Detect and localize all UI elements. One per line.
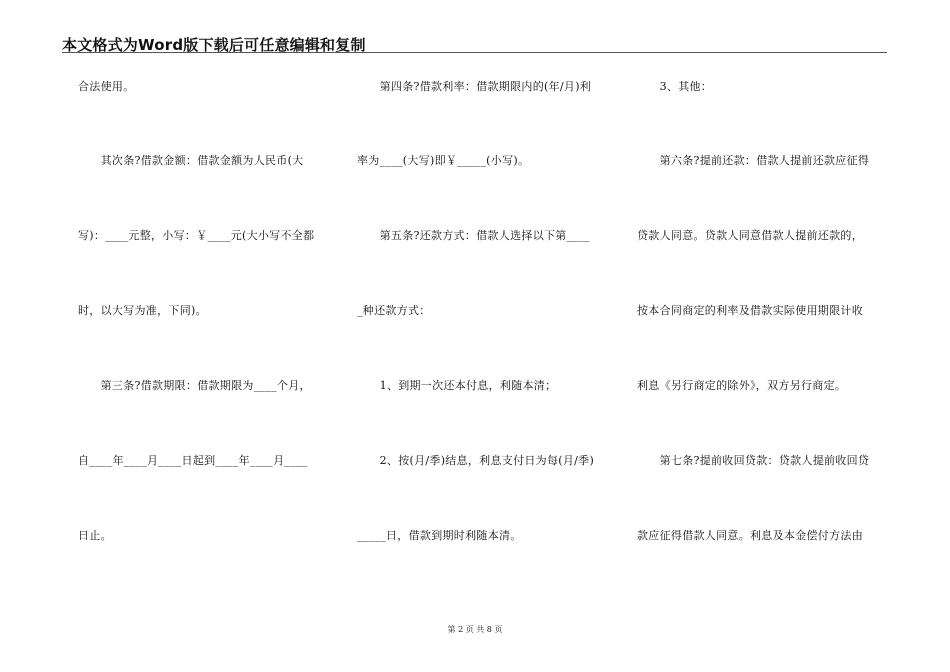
text-line: 贷款人同意。贷款人同意借款人提前还款的， [637, 229, 863, 242]
text-line: 日止。 [78, 529, 112, 542]
text-line: 第七条?提前收回贷款：贷款人提前收回贷 [637, 454, 870, 467]
text-line: 写)：____元整，小写：￥____元(大小写不全都 [78, 229, 315, 242]
text-line: 3、其他： [637, 80, 713, 93]
text-line: 利息《另行商定的除外》，双方另行商定。 [637, 379, 847, 392]
text-line: 第六条?提前还款：借款人提前还款应征得 [637, 154, 870, 167]
text-line: 第四条?借款利率：借款期限内的(年/月)利 [357, 80, 592, 93]
text-line: _____日，借款到期时利随本清。 [357, 529, 522, 542]
text-line: 按本合同商定的利率及借款实际使用期限计收 [637, 304, 863, 317]
text-line: 第五条?还款方式：借款人选择以下第____ [357, 229, 590, 242]
text-line: 时，以大写为准，下同)。 [78, 304, 207, 317]
text-line: 合法使用。 [78, 80, 135, 93]
page-number-footer: 第 2 页 共 8 页 [447, 625, 503, 634]
text-line: 自____年____月____日起到____年____月____ [78, 454, 308, 467]
header-rule [62, 52, 887, 53]
text-line: 第三条?借款期限：借款期限为____个月， [78, 379, 311, 392]
document-header-title: 本文格式为Word版下载后可任意编辑和复制 [62, 36, 366, 54]
text-line: 率为____(大写)即￥_____(小写)。 [357, 154, 530, 167]
text-line: _种还款方式： [357, 304, 431, 317]
text-line: 其次条?借款金额：借款金额为人民币(大 [78, 154, 304, 167]
text-line: 1、到期一次还本付息，利随本清； [357, 379, 557, 392]
text-line: 款应征得借款人同意。利息及本金偿付方法由 [637, 529, 863, 542]
text-line: 2、按(月/季)结息，利息支付日为每(月/季) [357, 454, 595, 467]
